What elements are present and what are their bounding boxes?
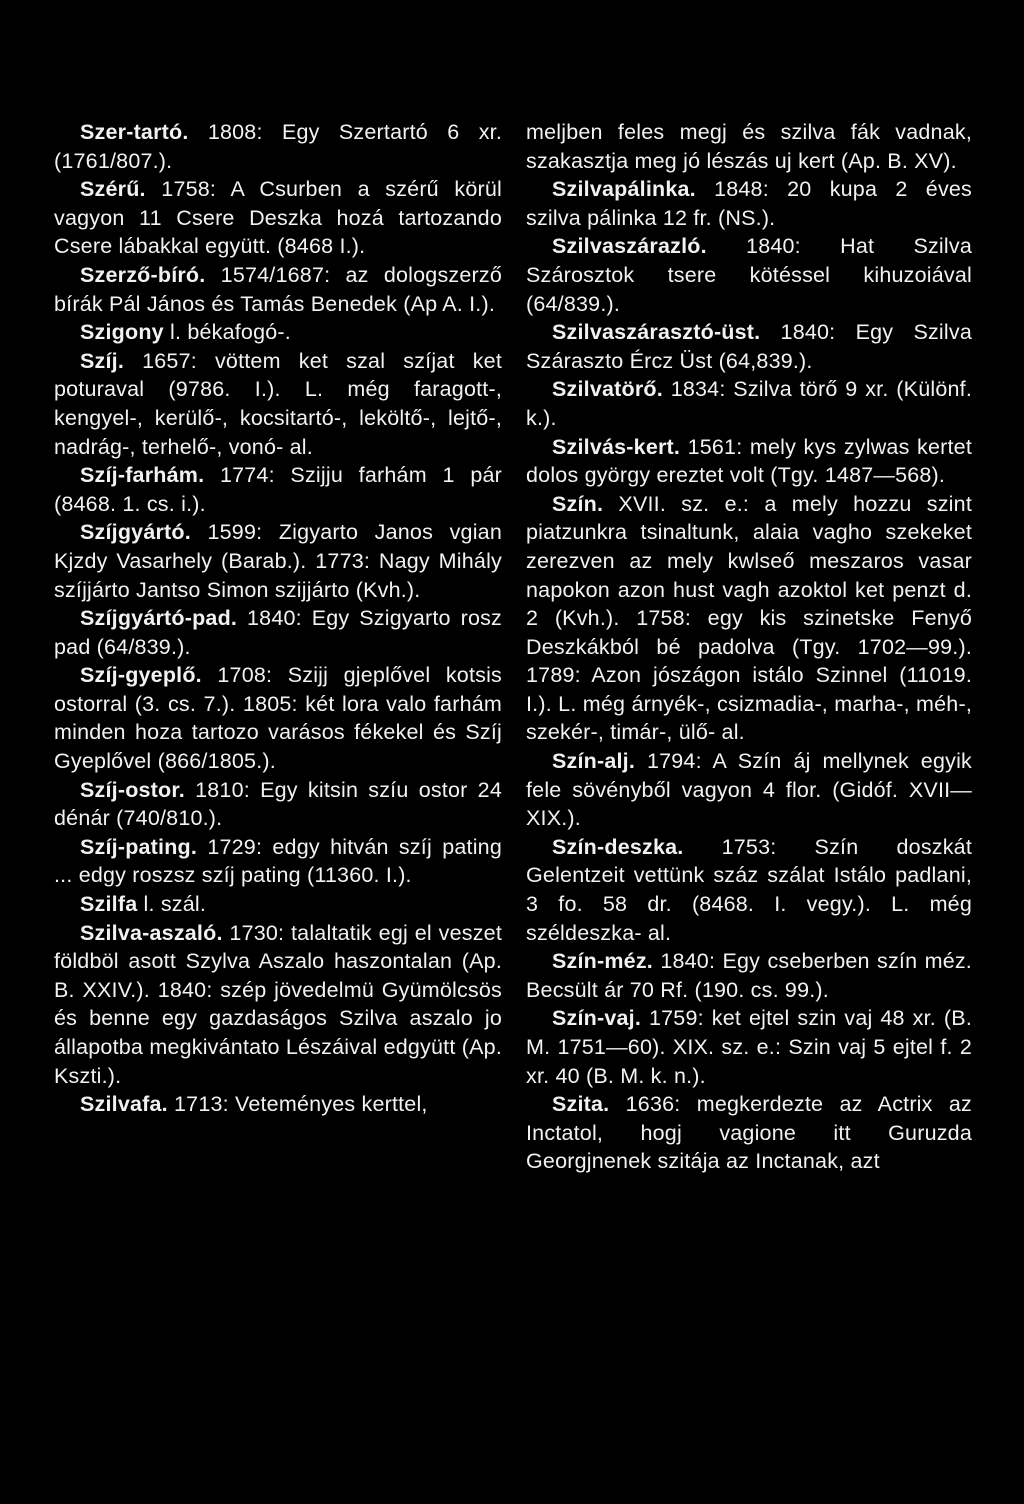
entry	[526, 375, 972, 432]
entry-text: 1774: Szijju farhám 1 pár (8468. 1. cs. i.).	[54, 463, 502, 516]
headword: Szíj-farhám.	[80, 463, 205, 488]
entry	[54, 118, 502, 175]
right-column	[526, 118, 972, 1176]
entry	[54, 461, 502, 518]
headword: Szíjgyártó.	[80, 520, 191, 545]
entry-continuation	[526, 118, 972, 175]
entry	[54, 919, 502, 1091]
entry-text: 1840: Egy Szigyarto rosz pad (64/839.).	[54, 606, 502, 659]
entry	[54, 1090, 502, 1119]
entry	[526, 490, 972, 747]
entry-text: l. szál.	[137, 892, 207, 917]
entry-text: 1840: Hat Szilva Szárosztok tsere kötéssel kihuzoiával (64/839.).	[526, 234, 972, 316]
entry-text: 1599: Zigyarto Janos vgian Kjzdy Vasarhely (Barab.). 1773: Nagy Mihály szíjjárto Jantso Simon szijjárto (Kvh.).	[54, 520, 502, 602]
headword: Szilvaszárazló.	[552, 234, 707, 259]
entry-text: 1808: Egy Szertartó 6 xr. (1761/807.).	[54, 120, 502, 173]
entry-text: 1840: Egy cseberben szín méz. Becsült ár 70 Rf. (190. cs. 99.).	[526, 949, 972, 1002]
headword: Szigony	[80, 320, 164, 345]
entry	[526, 833, 972, 947]
entry-text: 1758: A Csurben a szérű körül vagyon 11 Csere Deszka hozá tartozando Csere lábakkal együtt. (8468 I.).	[54, 177, 502, 259]
entry	[526, 1004, 972, 1090]
entry-text: 1810: Egy kitsin szíu ostor 24 dénár (740/810.).	[54, 777, 502, 831]
entry	[54, 261, 502, 318]
entry-text: 1840: Egy Szilva Száraszto Ércz Üst (64,839.).	[526, 320, 972, 373]
entry	[54, 347, 502, 461]
headword: Szíj-pating.	[80, 834, 198, 859]
left-column	[54, 118, 502, 1119]
headword: Szíj.	[80, 348, 125, 373]
headword: Szíj-ostor.	[80, 777, 185, 802]
headword: Szilvaszárasztó-üst.	[552, 320, 761, 345]
headword: Szer-tartó.	[80, 120, 189, 144]
entry	[54, 661, 502, 775]
entry-text: 1713: Veteményes kerttel,	[167, 1092, 428, 1117]
entry	[526, 175, 972, 232]
headword: Szilvatörő.	[552, 377, 663, 402]
headword: Szilvás-kert.	[552, 434, 681, 459]
entry	[54, 776, 502, 833]
entry	[526, 947, 972, 1004]
entry	[526, 318, 972, 375]
headword: Szérű.	[80, 177, 146, 202]
entry-text: l. békafogó-.	[163, 320, 291, 345]
headword: Szíjgyártó-pad.	[80, 606, 238, 631]
entry-text: meljben feles megj és szilva fák vadnak, szakasztja meg jó lészás uj kert (Ap. B. XV).	[526, 120, 972, 173]
entry	[526, 1090, 972, 1176]
entry	[54, 833, 502, 890]
entry-text: 1657: vöttem ket szal szíjat ket poturaval (9786. I.). L. még faragott-, kengyel-, kerülő-, kocsitartó-, leköltő-, lejtő-, nadrág-, terhelő-, vonó- al.	[54, 348, 502, 459]
entry-text: 1574/1687: az dologszerző bírák Pál János és Tamás Benedek (Ap A. I.).	[54, 262, 502, 316]
headword: Szín.	[552, 491, 604, 516]
headword: Szilfa	[80, 892, 138, 917]
entry-text: 1759: ket ejtel szin vaj 48 xr. (B. M. 1751—60). XIX. sz. e.: Szin vaj 5 ejtel f. 2 xr. 40 (B. M. k. n.).	[526, 1006, 972, 1088]
entry-text: 1730: talaltatik egj el veszet földböl asott Szylva Aszalo haszontalan (Ap. B. XXIV.). 1840: szép jövedelmü Gyümölcsös és benne egy gazdaságos Szilva aszalo jo állapotba megkivántato Lészáival edgyütt (Ap. Kszti.).	[54, 920, 502, 1088]
headword: Szín-vaj.	[552, 1006, 642, 1031]
headword: Szilvapálinka.	[552, 177, 696, 202]
entry-text: 1753: Szín doszkát Gelentzeit vettünk száz szálat Istálo padlani, 3 fo. 58 dr. (8468. I. vegy.). L. még széldeszka- al.	[526, 834, 972, 945]
entry-text: 1708: Szijj gjeplővel kotsis ostorral (3. cs. 7.). 1805: két lora valo farhám minden hoza tartozo varásos fékekel és Szíj Gyeplővel (866/1805.).	[54, 663, 502, 774]
headword: Szita.	[552, 1092, 610, 1117]
entry	[54, 318, 502, 347]
headword: Szín-méz.	[552, 949, 653, 974]
headword: Szilvafa.	[80, 1092, 168, 1117]
headword: Szín-alj.	[552, 749, 636, 774]
headword: Szerző-bíró.	[80, 262, 206, 287]
headword: Szilva-aszaló.	[80, 920, 223, 945]
entry-text: 1794: A Szín áj mellynek egyik fele sövényből vagyon 4 flor. (Gidóf. XVII—XIX.).	[526, 749, 972, 831]
entry	[526, 433, 972, 490]
headword: Szíj-gyeplő.	[80, 663, 202, 688]
entry	[54, 604, 502, 661]
entry-text: 1561: mely kys zylwas kertet dolos györgy ereztet volt (Tgy. 1487—568).	[526, 434, 972, 488]
entry-text: 1834: Szilva törő 9 xr. (Különf. k.).	[526, 377, 972, 430]
entry	[54, 890, 502, 919]
entry-text: 1636: megkerdezte az Actrix az Inctatol, hogj vagione itt Guruzda Georgjnenek szitája az Inctanak, azt	[526, 1092, 972, 1174]
entry-text: XVII. sz. e.: a mely hozzu szint piatzunkra tsinaltunk, alaia vagho szekeket zerezven az mely kwlseő meszaros vasar napokon azon hust vagh azoktol ket penzt d. 2 (Kvh.). 1758: egy kis szinetske Fenyő Deszkákból bé padolva (Tgy. 1702—99.). 1789: Azon jószágon istálo Szinnel (11019. I.). L. még árnyék-, csizmadia-, marha-, méh-, szekér-, timár-, ülő- al.	[526, 491, 972, 745]
entry-text: 1848: 20 kupa 2 éves szilva pálinka 12 fr. (NS.).	[526, 177, 972, 230]
entry	[54, 175, 502, 261]
entry	[54, 518, 502, 604]
entry	[526, 747, 972, 833]
entry-text: 1729: edgy hitván szíj pating ... edgy roszsz szíj pating (11360. I.).	[54, 834, 502, 888]
entry	[526, 232, 972, 318]
headword: Szín-deszka.	[552, 834, 684, 859]
